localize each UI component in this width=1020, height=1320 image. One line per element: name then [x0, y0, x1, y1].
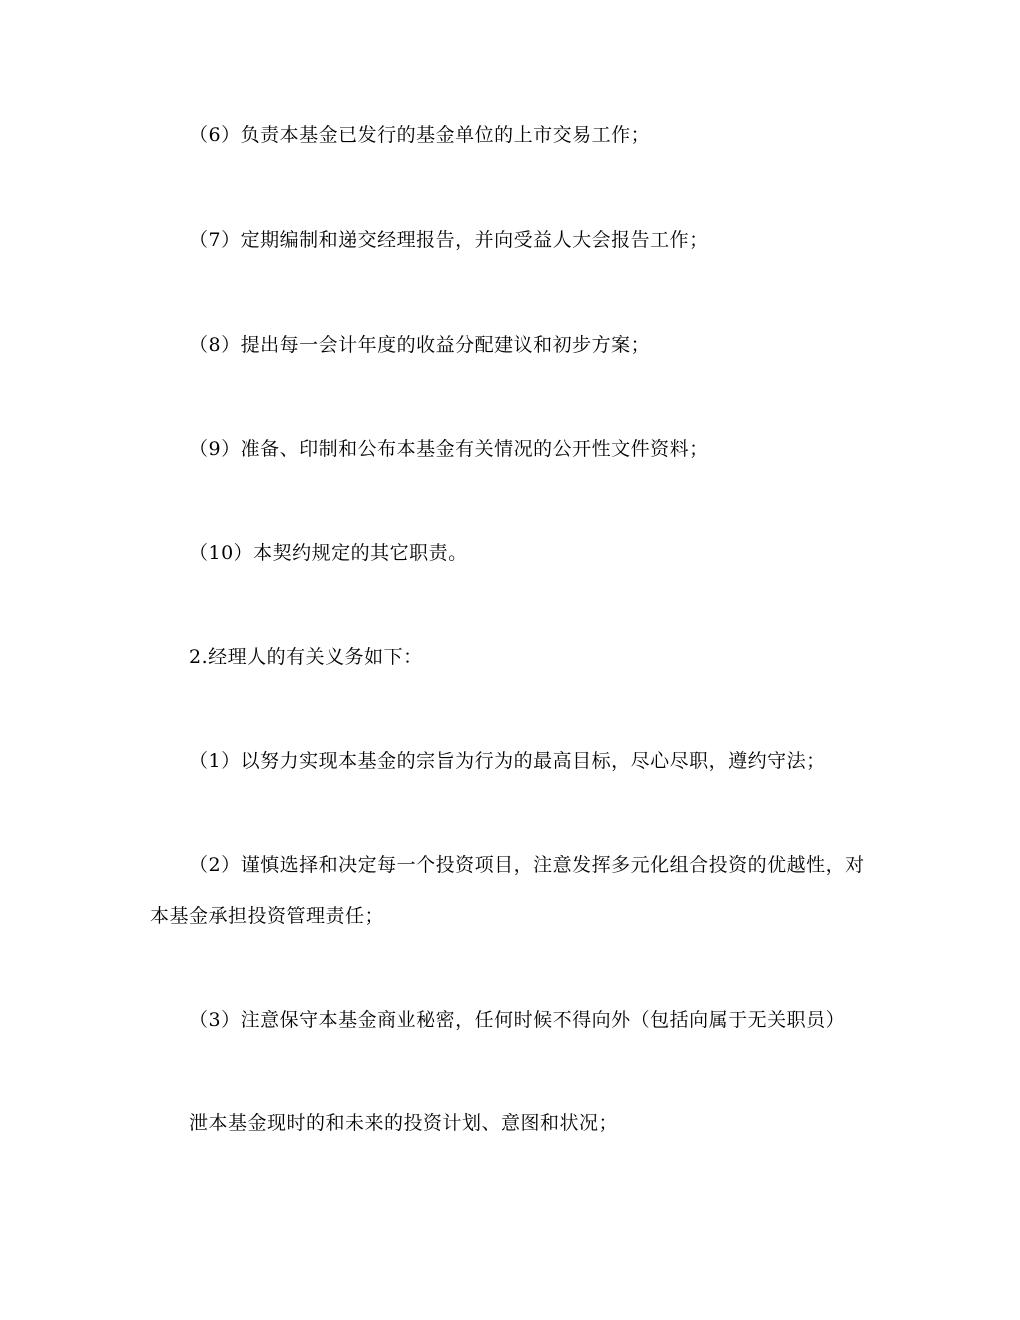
paragraph-item-10: （10）本契约规定的其它职责。 — [189, 542, 468, 564]
paragraph-item-6: （6）负责本基金已发行的基金单位的上市交易工作； — [189, 124, 651, 146]
paragraph-item-9: （9）准备、印制和公布本基金有关情况的公开性文件资料； — [189, 438, 709, 460]
obligation-item-2: （2）谨慎选择和决定每一个投资项目，注意发挥多元化组合投资的优越性，对 — [189, 854, 865, 876]
section-heading-obligations: 2.经理人的有关义务如下： — [189, 646, 423, 668]
obligation-item-3-continuation: 泄本基金现时的和未来的投资计划、意图和状况； — [189, 1112, 619, 1134]
obligation-item-2-continuation: 本基金承担投资管理责任； — [150, 905, 385, 927]
paragraph-item-8: （8）提出每一会计年度的收益分配建议和初步方案； — [189, 334, 651, 356]
obligation-item-1: （1）以努力实现本基金的宗旨为行为的最高目标，尽心尽职，遵约守法； — [189, 750, 826, 772]
paragraph-item-7: （7）定期编制和递交经理报告，并向受益人大会报告工作； — [189, 229, 709, 251]
obligation-item-3: （3）注意保守本基金商业秘密，任何时候不得向外（包括向属于无关职员） — [189, 1009, 846, 1031]
